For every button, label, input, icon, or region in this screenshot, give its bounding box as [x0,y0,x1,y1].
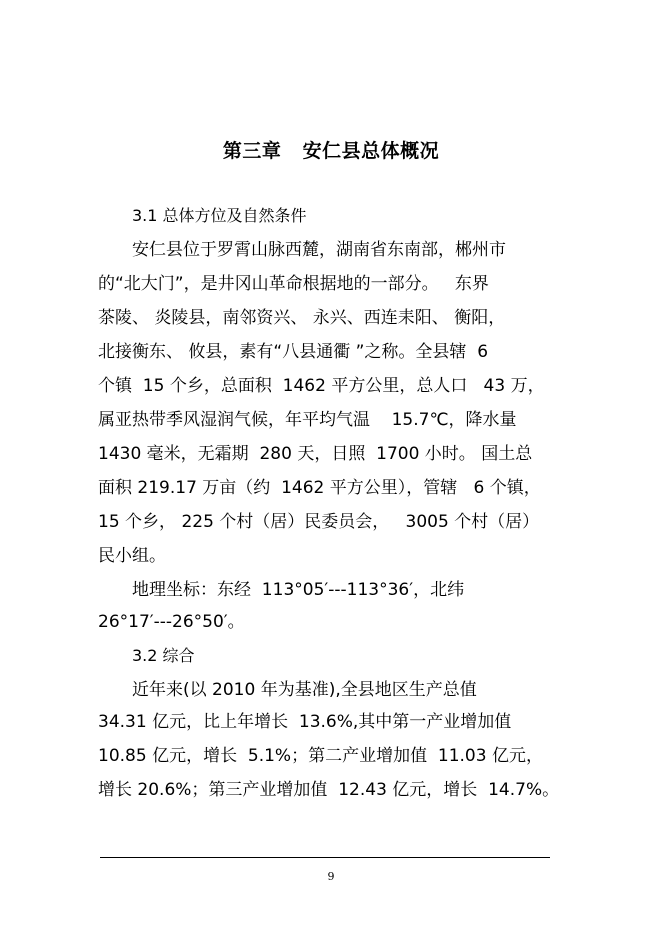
footer-divider [100,857,550,858]
paragraph-line: 茶陵、 炎陵县，南邻资兴、 永兴、西连耒阳、 衡阳， [98,308,506,328]
paragraph-line: 的“北大门”，是井冈山革命根据地的一部分。 东界 [98,274,489,294]
paragraph-line: 属亚热带季风湿润气候，年平均气温 15.7℃，降水量 [98,410,517,430]
section-heading-3-1: 3.1 总体方位及自然条件 [132,206,307,225]
paragraph-line: 15 个乡， 225 个村（居）民委员会， 3005 个村（居） [98,512,540,532]
coordinates-line: 地理坐标：东经 113°05′---113°36′，北纬 [132,580,465,600]
paragraph-line: 1430 毫米，无霜期 280 天，日照 1700 小时。 国土总 [98,444,533,464]
paragraph-line: 北接衡东、 攸县，素有“八县通衢 ”之称。全县辖 6 [98,342,489,362]
chapter-title: 第三章 安仁县总体概况 [222,140,440,162]
paragraph-line: 个镇 15 个乡，总面积 1462 平方公里，总人口 43 万， [98,376,545,396]
paragraph-line: 34.31 亿元，比上年增长 13.6%,其中第一产业增加值 [98,712,512,732]
paragraph-line: 增长 20.6%；第三产业增加值 12.43 亿元，增长 14.7%。 [98,780,560,800]
paragraph-line: 近年来(以 2010 年为基准),全县地区生产总值 [132,680,477,700]
coordinates-line: 26°17′---26°50′。 [98,612,245,632]
paragraph-line: 10.85 亿元，增长 5.1%；第二产业增加值 11.03 亿元， [98,746,543,766]
paragraph-line: 面积 219.17 万亩（约 1462 平方公里），管辖 6 个镇， [98,478,541,498]
section-heading-3-2: 3.2 综合 [132,646,195,665]
page-number: 9 [327,870,335,883]
paragraph-line: 安仁县位于罗霄山脉西麓，湖南省东南部，郴州市 [132,240,506,260]
paragraph-line: 民小组。 [98,546,166,566]
